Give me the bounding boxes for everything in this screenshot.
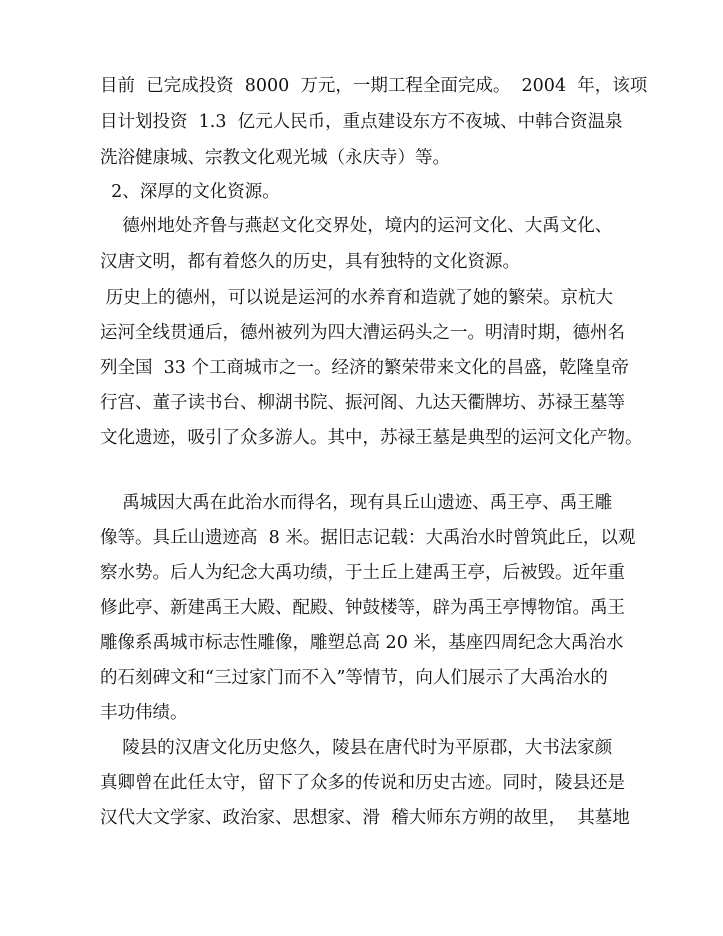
text-line: 洗浴健康城、宗教文化观光城（永庆寺）等。 [100, 148, 450, 168]
text-line: 汉代大文学家、政治家、思想家、滑 稽大师东方朔的故里， 其墓地 [100, 808, 630, 828]
text-line: 禹城因大禹在此治水而得名，现有具丘山遗迹、禹王亭、禹王雕 [100, 493, 613, 513]
text-line: 丰功伟绩。 [100, 703, 188, 723]
text-line: 的石刻碑文和“三过家门而不入”等情节，向人们展示了大禹治水的 [100, 668, 608, 688]
text-line: 文化遗迹，吸引了众多游人。其中，苏禄王墓是典型的运河文化产物。 [100, 428, 643, 448]
text-line: 汉唐文明，都有着悠久的历史，具有独特的文化资源。 [100, 252, 520, 272]
text-line: 察水势。后人为纪念大禹功绩，于土丘上建禹王亭，后被毁。近年重 [100, 563, 625, 583]
section-heading: 2、深厚的文化资源。 [100, 182, 280, 202]
text-line: 陵县的汉唐文化历史悠久，陵县在唐代时为平原郡，大书法家颜 [100, 738, 613, 758]
text-line: 行宫、董子读书台、柳湖书院、振河阁、九达天衢牌坊、苏禄王墓等 [100, 393, 625, 413]
text-line: 历史上的德州，可以说是运河的水养育和造就了她的繁荣。京杭大 [100, 288, 614, 308]
text-line: 真卿曾在此任太守，留下了众多的传说和历史古迹。同时，陵县还是 [100, 773, 625, 793]
text-line: 像等。具丘山遗迹高 8 米。据旧志记载：大禹治水时曾筑此丘，以观 [100, 528, 636, 548]
text-line: 目计划投资 1.3 亿元人民币，重点建设东方不夜城、中韩合资温泉 [100, 112, 623, 132]
text-line: 修此亭、新建禹王大殿、配殿、钟鼓楼等，辟为禹王亭博物馆。禹王 [100, 598, 625, 618]
text-line: 列全国 33 个工商城市之一。经济的繁荣带来文化的昌盛，乾隆皇帝 [100, 358, 629, 378]
text-line: 德州地处齐鲁与燕赵文化交界处，境内的运河文化、大禹文化、 [100, 216, 613, 236]
text-line: 雕像系禹城市标志性雕像，雕塑总高 20 米，基座四周纪念大禹治水 [100, 633, 624, 653]
text-line: 运河全线贯通后，德州被列为四大漕运码头之一。明清时期，德州名 [100, 323, 625, 343]
text-line: 目前 已完成投资 8000 万元，一期工程全面完成。 2004 年，该项 [100, 76, 648, 96]
